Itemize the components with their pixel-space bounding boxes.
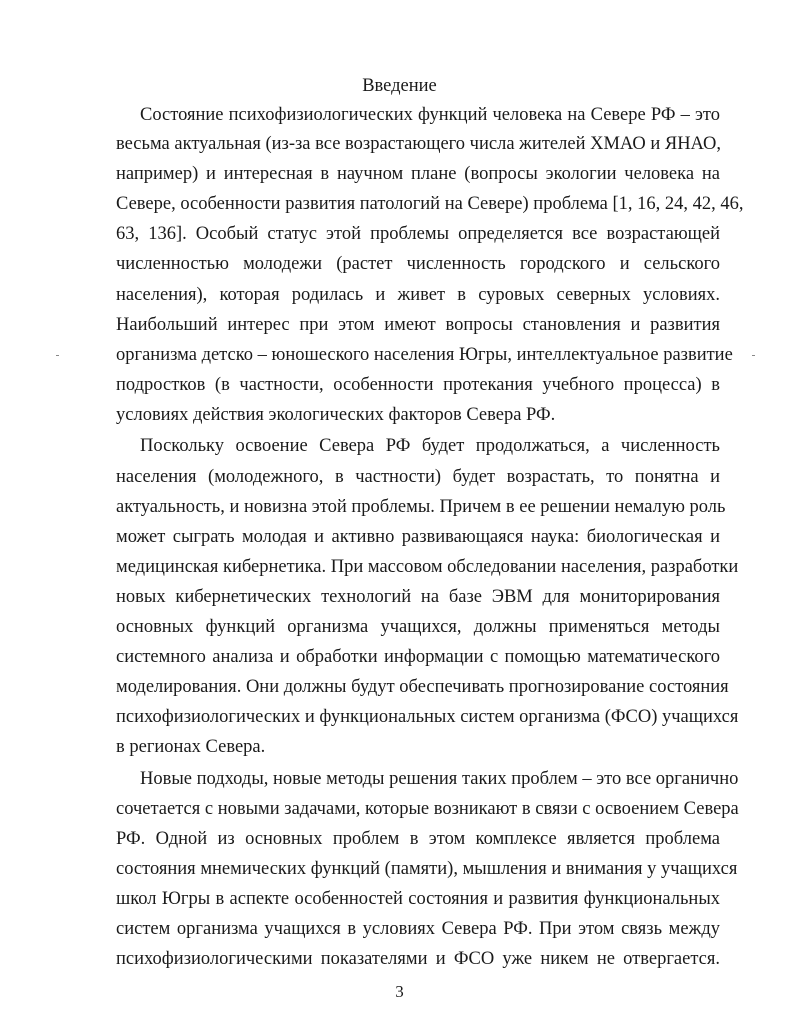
text-line: системного анализа и обработки информации с помощью математического [116,647,720,667]
text-line: новых кибернетических технологий на базе ЭВМ для мониторирования [116,587,720,607]
text-line: систем организма учащихся в условиях Севера РФ. При этом связь между [116,919,720,939]
text-line: весьма актуальная (из-за все возрастающего числа жителей ХМАО и ЯНАО, [116,134,721,154]
text-line: например) и интересная в научном плане (вопросы экологии человека на [116,164,720,184]
text-line: Наибольший интерес при этом имеют вопросы становления и развития [116,315,720,335]
section-title: Введение [362,76,437,96]
text-line: может сыграть молодая и активно развивающаяся наука: биологическая и [116,527,720,547]
page-number: 3 [395,982,404,1001]
text-line: населения), которая родилась и живет в суровых северных условиях. [116,285,720,305]
text-line: Севере, особенности развития патологий на Севере) проблема [1, 16, 24, 42, 46, [116,194,744,214]
text-line: психофизиологическими показателями и ФСО уже никем не отвергается. [116,949,720,969]
text-line: Состояние психофизиологических функций человека на Севере РФ – это [140,105,720,125]
text-line: численностью молодежи (растет численность городского и сельского [116,254,720,274]
text-line: медицинская кибернетика. При массовом обследовании населения, разработки [116,557,739,577]
text-line: моделирования. Они должны будут обеспечивать прогнозирование состояния [116,677,729,697]
text-line: РФ. Одной из основных проблем в этом комплексе является проблема [116,829,720,849]
text-line: населения (молодежного, в частности) будет возрастать, то понятна и [116,467,720,487]
text-line: 63, 136]. Особый статус этой проблемы определяется все возрастающей [116,224,720,244]
scan-speck [56,355,59,356]
text-line: школ Югры в аспекте особенностей состояния и развития функциональных [116,889,720,909]
scan-speck [752,355,755,356]
text-line: актуальность, и новизна этой проблемы. Причем в ее решении немалую роль [116,497,726,517]
text-line: психофизиологических и функциональных систем организма (ФСО) учащихся [116,707,739,727]
text-line: Поскольку освоение Севера РФ будет продолжаться, а численность [140,436,720,456]
text-line: подростков (в частности, особенности протекания учебного процесса) в [116,375,720,395]
text-line: основных функций организма учащихся, должны применяться методы [116,617,720,637]
text-line: условиях действия экологических факторов Севера РФ. [116,405,556,425]
text-line: сочетается с новыми задачами, которые возникают в связи с освоением Севера [116,799,739,819]
text-line: в регионах Севера. [116,737,266,757]
text-line: состояния мнемических функций (памяти), мышления и внимания у учащихся [116,859,738,879]
text-line: Новые подходы, новые методы решения таких проблем – это все органично [140,769,739,789]
text-line: организма детско – юношеского населения Югры, интеллектуальное развитие [116,345,733,365]
